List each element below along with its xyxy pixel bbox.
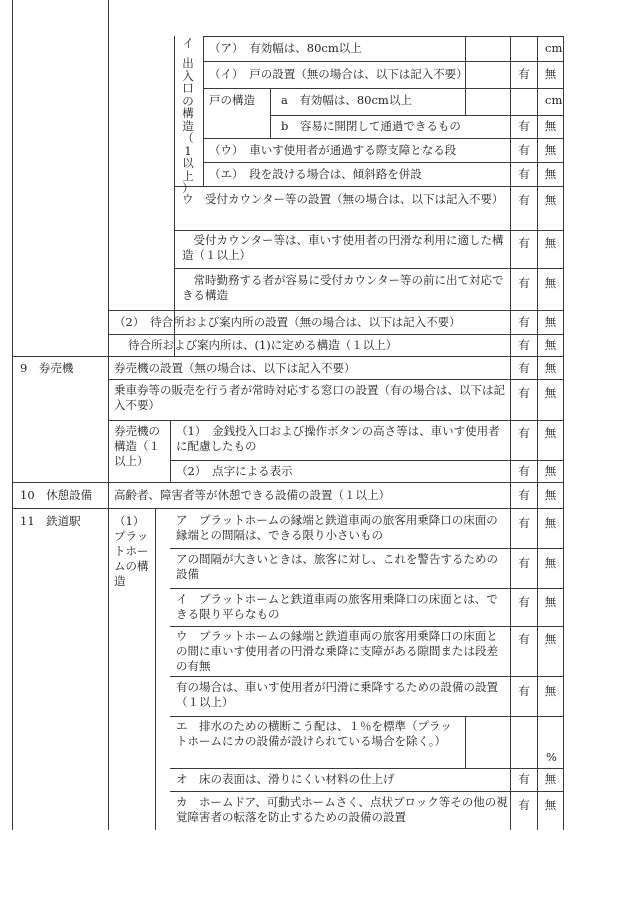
ticket-item-label: 9 券売機 — [20, 361, 74, 375]
platform-warning-label: アの間隔が大きいときは、旅客に対し、これを警告するための設備 — [176, 552, 498, 581]
ticket-coin-yes: 有 — [518, 426, 530, 440]
hline — [174, 268, 563, 269]
platform-step-yes: 有 — [518, 632, 530, 646]
vline — [12, 0, 13, 830]
waiting-structure-no: 無 — [544, 338, 557, 352]
waiting-setting-label: （2） 待合所および案内所の設置（無の場合は、以下は記入不要） — [114, 315, 461, 329]
ticket-braille-no: 無 — [544, 464, 557, 478]
hline — [170, 460, 563, 461]
hline — [170, 768, 563, 769]
counter-suitable-yes: 有 — [518, 236, 530, 250]
platform-floor-label: オ 床の表面は、滑りにくい材料の仕上げ — [176, 772, 395, 786]
ticket-braille-yes: 有 — [518, 464, 530, 478]
vline — [170, 420, 171, 482]
ticket-setting-no: 無 — [544, 361, 557, 375]
hline — [12, 508, 563, 509]
vline — [203, 36, 204, 186]
vline — [174, 36, 175, 356]
door-width-unit: cm — [545, 93, 563, 107]
hline — [170, 548, 563, 549]
ticket-setting-label: 券売機の設置（無の場合は、以下は記入不要） — [114, 361, 356, 375]
rest-setting-label: 高齢者、障害者等が休憩できる設備の設置（１以上） — [114, 488, 390, 502]
hline — [108, 379, 563, 380]
door-structure-label: 戸の構造 — [209, 93, 255, 107]
ticket-braille-label: （2） 点字による表示 — [176, 464, 293, 478]
ticket-window-yes: 有 — [518, 386, 530, 400]
platform-gap-yes: 有 — [518, 516, 530, 530]
hline — [174, 230, 563, 231]
counter-suitable-no: 無 — [544, 236, 557, 250]
entrance-door-label: （イ） 戸の設置（無の場合は、以下は記入不要） — [209, 67, 468, 81]
platform-level-no: 無 — [544, 595, 557, 609]
entrance-door-yes: 有 — [518, 67, 530, 81]
counter-setting-yes: 有 — [518, 193, 530, 207]
platform-warning-yes: 有 — [518, 556, 530, 570]
platform-warning-no: 無 — [544, 556, 557, 570]
hline — [170, 626, 563, 627]
counter-suitable-label: 受付カウンター等は、車いす使用者の円滑な利用に適した構造（１以上） — [182, 233, 504, 262]
hline — [203, 88, 563, 89]
platform-boarding-no: 無 — [544, 684, 557, 698]
vline — [465, 716, 466, 768]
entrance-door-no: 無 — [544, 67, 557, 81]
hline — [203, 162, 563, 163]
counter-staff-no: 無 — [544, 276, 557, 290]
entrance-slope-yes: 有 — [518, 167, 530, 181]
hline — [203, 36, 563, 37]
waiting-structure-label: 待合所および案内所は、(1)に定める構造（１以上） — [128, 338, 398, 352]
entrance-slope-no: 無 — [544, 167, 557, 181]
vline — [108, 420, 109, 482]
entrance-step-yes: 有 — [518, 143, 530, 157]
counter-setting-label: ウ 受付カウンター等の設置（無の場合は、以下は記入不要） — [182, 192, 504, 206]
rest-setting-no: 無 — [544, 488, 557, 502]
waiting-setting-no: 無 — [544, 315, 557, 329]
door-open-yes: 有 — [518, 119, 530, 133]
station-item-label: 11 鉄道駅 — [20, 514, 81, 528]
rest-setting-yes: 有 — [518, 488, 530, 502]
entrance-slope-label: （エ） 段を設ける場合は、傾斜路を併設 — [209, 167, 422, 181]
counter-staff-label: 常時勤務する者が容易に受付カウンター等の前に出て対応できる構造 — [182, 273, 504, 302]
counter-setting-no: 無 — [544, 193, 557, 207]
door-open-no: 無 — [544, 119, 557, 133]
ticket-setting-yes: 有 — [518, 361, 530, 375]
ticket-window-no: 無 — [544, 386, 557, 400]
ticket-coin-no: 無 — [544, 426, 557, 440]
hline — [203, 61, 563, 62]
hline — [170, 676, 563, 677]
door-width-label: a 有効幅は、80cm以上 — [281, 93, 412, 107]
hline — [170, 588, 563, 589]
platform-level-yes: 有 — [518, 595, 530, 609]
platform-gap-label: ア プラットホームの縁端と鉄道車両の旅客用乗降口の床面の縁端との間隔は、できる限り小さいもの — [176, 513, 498, 542]
hline — [170, 791, 563, 792]
hline — [12, 356, 563, 357]
ticket-window-label: 乗車券等の販売を行う者が常時対応する窓口の設置（有の場合は、以下は記入不要） — [114, 383, 505, 412]
door-open-label: b 容易に開閉して通過できるもの — [281, 119, 461, 133]
hline — [270, 115, 563, 116]
platform-boarding-yes: 有 — [518, 684, 530, 698]
hline — [174, 186, 563, 187]
rest-item-label: 10 休憩設備 — [20, 488, 93, 502]
platform-door-no: 無 — [544, 798, 557, 812]
waiting-structure-yes: 有 — [518, 338, 530, 352]
platform-level-label: イ プラットホームと鉄道車両の旅客用乗降口の床面とは、できる限り平らなもの — [176, 592, 498, 621]
hline — [12, 482, 563, 483]
platform-floor-no: 無 — [544, 772, 557, 786]
entrance-width-unit: cm — [545, 41, 563, 55]
platform-floor-yes: 有 — [518, 772, 530, 786]
platform-door-yes: 有 — [518, 798, 530, 812]
counter-staff-yes: 有 — [518, 276, 530, 290]
hline — [170, 716, 563, 717]
ticket-structure-label: 券売機の構造（１以上） — [114, 424, 160, 468]
entrance-vertical-label: 出 入 口 の 構 造 （ 1 以 上 ） — [182, 56, 194, 195]
platform-drainage-label: エ 排水のための横断こう配は、１％を標準（プラットホームにカの設備が設けられている場合を除く。） — [176, 719, 452, 748]
hline — [203, 138, 563, 139]
entrance-step-label: （ウ） 車いす使用者が通過する際支障となる段 — [209, 143, 457, 157]
platform-step-label: ウ プラットホームの縁端と鉄道車両の旅客用乗降口の床面との間に車いす使用者の円滑な乗降に支障がある隙間または段差の有無 — [176, 629, 498, 673]
hline — [108, 334, 563, 335]
ticket-coin-label: （1） 金銭投入口および操作ボタンの高さ等は、車いす使用者に配慮したもの — [176, 424, 500, 453]
platform-step-no: 無 — [544, 632, 557, 646]
platform-structure-label: （1） プラットホームの構造 — [114, 514, 151, 588]
platform-drainage-unit: % — [546, 750, 557, 764]
hline — [108, 310, 563, 311]
vline — [155, 508, 156, 830]
entrance-width-label: （ア） 有効幅は、80cm以上 — [209, 41, 362, 55]
vline — [563, 36, 564, 830]
vline — [108, 0, 109, 830]
platform-boarding-label: 有の場合は、車いす使用者が円滑に乗降するための設備の設置（１以上） — [176, 680, 498, 709]
platform-gap-no: 無 — [544, 516, 557, 530]
hline — [108, 420, 563, 421]
entrance-step-no: 無 — [544, 143, 557, 157]
vline — [270, 88, 271, 138]
waiting-setting-yes: 有 — [518, 315, 530, 329]
entrance-marker: イ — [182, 36, 194, 50]
platform-door-label: カ ホームドア、可動式ホームさく、点状ブロック等その他の視覚障害者の転落を防止するための設備の設置 — [176, 795, 508, 824]
